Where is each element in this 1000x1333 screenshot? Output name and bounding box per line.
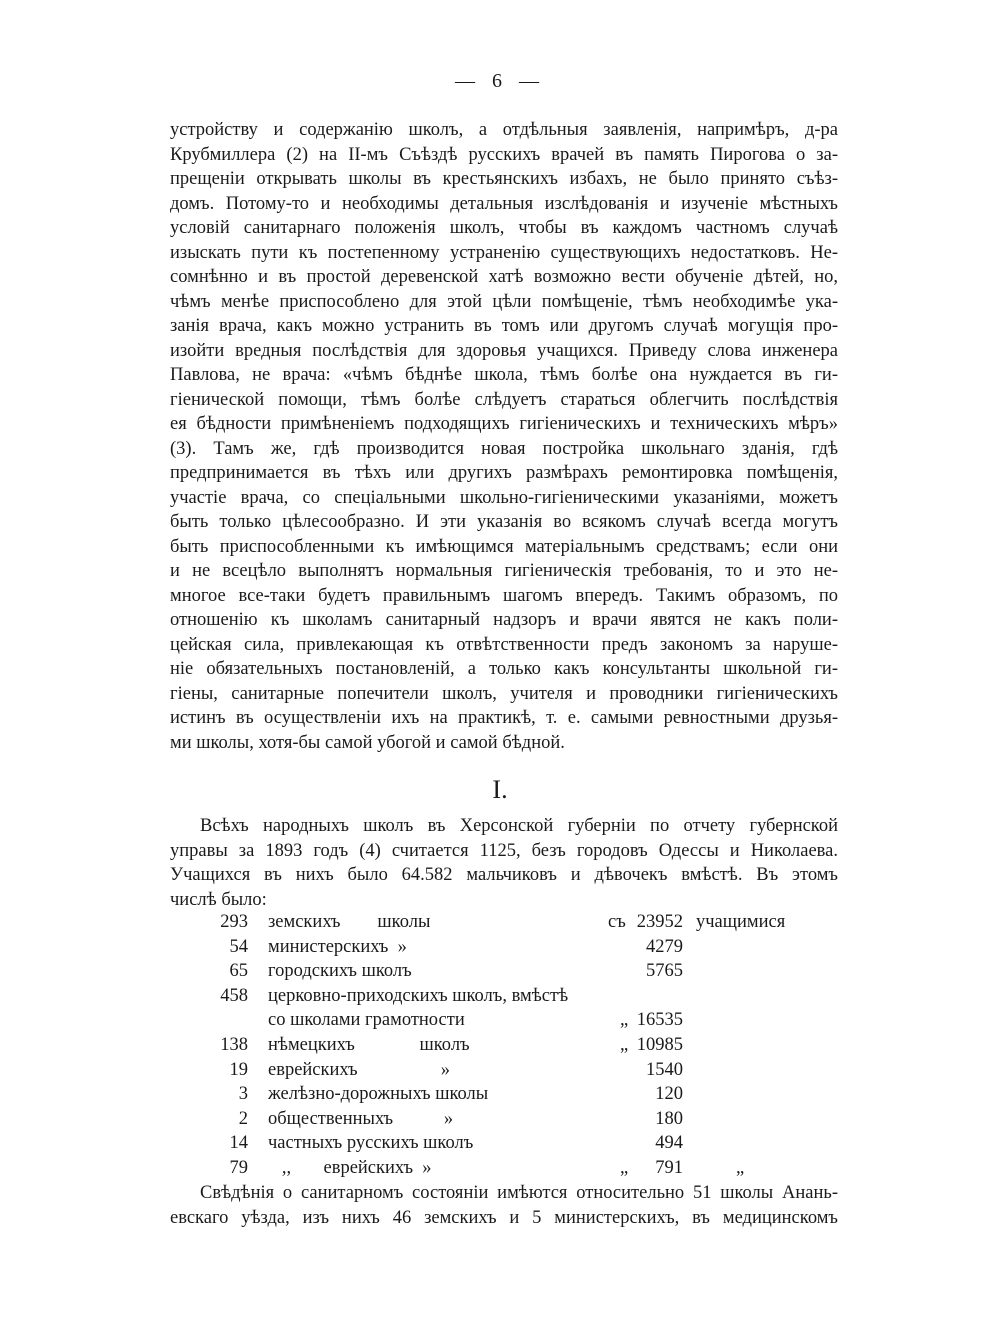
text-line: истинъ въ осуществленіи ихъ на практикѣ, т. е. самыми ревностными друзья- bbox=[170, 708, 838, 728]
school-count: 65 bbox=[229, 961, 248, 982]
text-line: условій санитарнаго положенія школъ, чтобы въ каждомъ частномъ случаѣ bbox=[170, 218, 838, 238]
text-line: изыскать пути къ постепенному устраненію существующихъ недостатковъ. Не- bbox=[170, 242, 838, 263]
schools-table bbox=[170, 910, 850, 1181]
text-line: изойти вредныя послѣдствія для здоровья учащихся. Приведу слова инженера bbox=[170, 340, 838, 361]
text-line: устройству и содержанію школъ, а отдѣльныя заявленія, напримѣръ, д-ра bbox=[170, 120, 838, 140]
section-heading: I. bbox=[492, 775, 508, 804]
school-type: ,, еврейскихъ » bbox=[268, 1157, 432, 1178]
students-label: учащимися bbox=[696, 912, 786, 932]
text-line: Всѣхъ народныхъ школъ въ Херсонской губерніи по отчету губернской bbox=[200, 816, 838, 836]
student-count: 494 bbox=[655, 1133, 683, 1154]
text-line: Крубмиллера (2) на II-мъ Съѣздѣ русскихъ врачей въ память Пирогова о за- bbox=[170, 144, 838, 165]
text-line: Свѣдѣнія о санитарномъ состояніи имѣются относительно 51 школы Анань- bbox=[200, 1183, 838, 1203]
school-type: министерскихъ » bbox=[268, 936, 407, 957]
text-line: (3). Тамъ же, гдѣ производится новая постройка школьнаго зданія, гдѣ bbox=[170, 438, 838, 459]
text-line: Учащихся въ нихъ было 64.582 мальчиковъ и дѣвочекъ вмѣстѣ. Въ этомъ bbox=[170, 865, 838, 885]
student-count: 10985 bbox=[636, 1034, 683, 1055]
paragraph-1 bbox=[170, 118, 838, 755]
school-count: 458 bbox=[220, 985, 248, 1006]
text-line: чѣмъ менѣе приспособлено для этой цѣли помѣщеніе, тѣмъ необходимѣе ука- bbox=[170, 291, 838, 312]
text-line: и не всецѣло выполнятъ нормальныя гигіеническія требованія, то и это не- bbox=[170, 561, 838, 581]
text-line: ми школы, хотя-бы самой убогой и самой бѣдной. bbox=[170, 732, 565, 753]
text-line: ніе обязательныхъ постановленій, а только какъ консультанты школьной ги- bbox=[170, 659, 838, 679]
table-row bbox=[170, 935, 850, 960]
text-line: домъ. Потому-то и необходимы детальныя изслѣдованія и изученіе мѣстныхъ bbox=[170, 193, 838, 214]
paragraph-3 bbox=[170, 1181, 838, 1230]
text-line: евскаго уѣзда, изъ нихъ 46 земскихъ и 5 министерскихъ, въ медицинскомъ bbox=[170, 1207, 838, 1228]
school-count: 2 bbox=[238, 1108, 248, 1129]
student-count: 180 bbox=[655, 1108, 683, 1129]
school-count: 19 bbox=[229, 1059, 248, 1080]
text-line: сомнѣнно и въ простой деревенской хатѣ возможно вести обученіе дѣтей, но, bbox=[170, 267, 838, 287]
student-count: 5765 bbox=[646, 961, 683, 982]
table-row bbox=[170, 959, 850, 984]
table-row bbox=[170, 1156, 850, 1181]
school-count: 14 bbox=[229, 1133, 248, 1154]
school-type: городскихъ школъ bbox=[268, 961, 412, 982]
school-type: общественныхъ » bbox=[268, 1108, 454, 1129]
text-line: гіенической помощи, тѣмъ болѣе слѣдуетъ стараться облегчить послѣдствія bbox=[170, 389, 838, 410]
table-row bbox=[170, 1107, 850, 1132]
school-count: 54 bbox=[229, 936, 248, 957]
text-line: цейская сила, привлекающая къ отвѣтственности предъ закономъ за наруше- bbox=[170, 634, 838, 655]
school-type: церковно-приходскихъ школъ, вмѣстѣ bbox=[268, 985, 569, 1006]
text-line: числѣ было: bbox=[170, 889, 267, 910]
text-line: гіены, санитарные попечители школъ, учителя и проводники гигіеническихъ bbox=[170, 683, 838, 704]
text-line: быть только цѣлесообразно. И эти указанія во всякомъ случаѣ всегда могутъ bbox=[170, 512, 838, 532]
table-row bbox=[170, 910, 850, 935]
school-type: земскихъ школы bbox=[268, 912, 431, 932]
table-row bbox=[170, 1033, 850, 1058]
school-count: 293 bbox=[220, 912, 248, 932]
prefix-label: съ bbox=[608, 912, 626, 932]
school-count: 138 bbox=[220, 1034, 248, 1055]
school-type: еврейскихъ » bbox=[268, 1059, 451, 1080]
school-count: 79 bbox=[229, 1157, 248, 1178]
student-count: 4279 bbox=[646, 936, 683, 957]
text-line: многое все-таки будетъ правильнымъ шагомъ впередъ. Такимъ образомъ, по bbox=[170, 585, 838, 606]
student-count: 23952 bbox=[636, 912, 683, 932]
text-line: отношенію къ школамъ санитарный надзоръ и врачи явятся не какъ поли- bbox=[170, 610, 838, 630]
table-row bbox=[170, 1058, 850, 1083]
table-row bbox=[170, 984, 850, 1009]
text-line: занія врача, какъ можно устранить въ томъ или другомъ случаѣ могущія про- bbox=[170, 316, 838, 336]
table-row bbox=[170, 1082, 850, 1107]
text-line: предпринимается въ тѣхъ или другихъ размѣрахъ ремонтировка помѣщенія, bbox=[170, 463, 838, 483]
ditto-mark: „ bbox=[620, 1157, 629, 1178]
text-line: Павлова, не врача: «чѣмъ бѣднѣе школа, тѣмъ болѣе она нуждается въ ги- bbox=[170, 365, 838, 385]
student-count: 791 bbox=[655, 1157, 683, 1178]
ditto-mark: „ bbox=[620, 1034, 629, 1055]
school-type: нѣмецкихъ школъ bbox=[268, 1034, 470, 1055]
table-row bbox=[170, 1131, 850, 1156]
ditto-mark: „ bbox=[620, 1010, 629, 1031]
school-type: желѣзно-дорожныхъ школы bbox=[268, 1084, 489, 1105]
student-count: 120 bbox=[655, 1084, 683, 1105]
table-row bbox=[170, 1008, 850, 1033]
text-line: прещеніи открывать школы въ крестьянскихъ избахъ, не было принято съѣз- bbox=[170, 169, 838, 189]
paragraph-2 bbox=[170, 814, 838, 912]
student-count: 1540 bbox=[646, 1059, 683, 1080]
text-line: быть приспособленными къ имѣющимся матеріальнымъ средствамъ; если они bbox=[170, 536, 838, 557]
text-line: участіе врача, со спеціальными школьно-гигіеническими указаніями, можетъ bbox=[170, 487, 838, 508]
text-line: ея бѣдности примѣненіемъ подходящихъ гигіеническихъ и техническихъ мѣръ» bbox=[170, 414, 838, 434]
page-number: — 6 — bbox=[455, 70, 545, 92]
student-count: 16535 bbox=[636, 1010, 683, 1031]
school-count: 3 bbox=[238, 1084, 248, 1105]
text-line: управы за 1893 годъ (4) считается 1125, безъ городовъ Одессы и Николаева. bbox=[170, 840, 838, 861]
ditto-mark-end: „ bbox=[736, 1157, 745, 1178]
school-type: со школами грамотности bbox=[268, 1010, 465, 1031]
school-type: частныхъ русскихъ школъ bbox=[268, 1133, 474, 1154]
